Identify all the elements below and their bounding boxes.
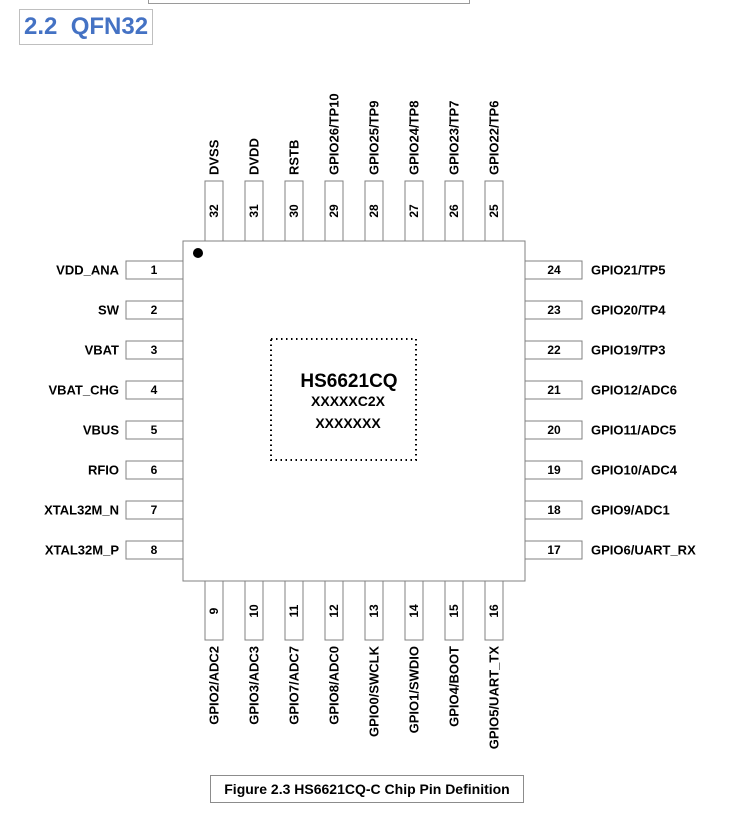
pin-number: 6 — [150, 463, 158, 477]
pin-label: GPIO10/ADC4 — [591, 462, 677, 478]
pin-number: 3 — [150, 343, 158, 357]
chip-marking-line1: XXXXXC2X — [311, 393, 385, 409]
pin-number: 22 — [547, 343, 561, 357]
pin-number: 27 — [407, 204, 421, 218]
section-number: 2.2 — [24, 13, 58, 40]
pin-label: GPIO24/TP8 — [406, 100, 422, 175]
pin-number: 18 — [547, 503, 561, 517]
pin-label: GPIO4/BOOT — [446, 646, 462, 727]
pin-label: GPIO6/UART_RX — [591, 542, 696, 558]
pin-number: 17 — [547, 543, 561, 557]
pin-number: 30 — [287, 204, 301, 218]
pin-number: 9 — [207, 607, 221, 615]
pin-label: DVSS — [206, 139, 222, 175]
pin-number: 12 — [327, 604, 341, 618]
pin-number: 25 — [487, 204, 501, 218]
pin-label: GPIO12/ADC6 — [591, 382, 677, 398]
pin-label: VBAT_CHG — [48, 382, 119, 398]
pin-number: 4 — [150, 383, 158, 397]
pin-label: VDD_ANA — [56, 262, 119, 278]
pin-label: RFIO — [87, 462, 119, 478]
pin-label: GPIO0/SWCLK — [366, 646, 382, 738]
pin-label: VBUS — [82, 422, 119, 438]
pin-number: 20 — [547, 423, 561, 437]
pin-label: GPIO19/TP3 — [591, 342, 666, 358]
pin-label: GPIO5/UART_TX — [486, 646, 502, 750]
chip-name: HS6621CQ — [300, 371, 398, 392]
pin-number: 13 — [367, 604, 381, 618]
pin-label: GPIO25/TP9 — [366, 100, 382, 175]
pin-number: 16 — [487, 604, 501, 618]
pin-number: 8 — [150, 543, 158, 557]
pin-number: 19 — [547, 463, 561, 477]
pin-label: VBAT — [84, 342, 119, 358]
pin-number: 7 — [150, 503, 158, 517]
pin-label: GPIO11/ADC5 — [591, 422, 677, 438]
pin-label: XTAL32M_P — [44, 542, 119, 558]
pin-label: GPIO9/ADC1 — [591, 502, 670, 518]
pin-label: DVDD — [246, 138, 262, 175]
pin-number: 14 — [407, 604, 421, 618]
chip-body — [183, 241, 525, 581]
pin-label: GPIO2/ADC2 — [206, 646, 222, 725]
pin1-marker-dot — [193, 248, 203, 258]
pin-number: 31 — [247, 204, 261, 218]
pin-number: 24 — [547, 263, 561, 277]
pin-number: 2 — [150, 303, 158, 317]
pin-label: SW — [98, 302, 119, 318]
pin-number: 15 — [447, 604, 461, 618]
pin-label: GPIO22/TP6 — [486, 100, 502, 175]
pin-label: GPIO23/TP7 — [446, 100, 462, 175]
pin-label: XTAL32M_N — [44, 502, 119, 518]
figure-caption: Figure 2.3 HS6621CQ-C Chip Pin Definition — [210, 775, 524, 803]
pin-number: 11 — [287, 604, 301, 618]
pin-label: GPIO21/TP5 — [591, 262, 666, 278]
pin-number: 26 — [447, 204, 461, 218]
pin-number: 28 — [367, 204, 381, 218]
pin-label: GPIO7/ADC7 — [286, 646, 302, 725]
pin-number: 5 — [150, 423, 158, 437]
section-title: QFN32 — [70, 13, 149, 40]
pin-label: GPIO20/TP4 — [591, 302, 666, 318]
pin-number: 1 — [150, 263, 158, 277]
pin-number: 23 — [547, 303, 561, 317]
pin-number: 21 — [547, 383, 561, 397]
pin-number: 32 — [207, 204, 221, 218]
pin-number: 10 — [247, 604, 261, 618]
pin-label: GPIO26/TP10 — [326, 93, 342, 175]
pin-label: GPIO3/ADC3 — [246, 646, 262, 725]
pin-label: RSTB — [286, 139, 302, 175]
chip-marking-line2: XXXXXXX — [315, 415, 381, 431]
pin-number: 29 — [327, 204, 341, 218]
pin-label: GPIO8/ADC0 — [326, 646, 342, 725]
pin-label: GPIO1/SWDIO — [406, 646, 422, 734]
